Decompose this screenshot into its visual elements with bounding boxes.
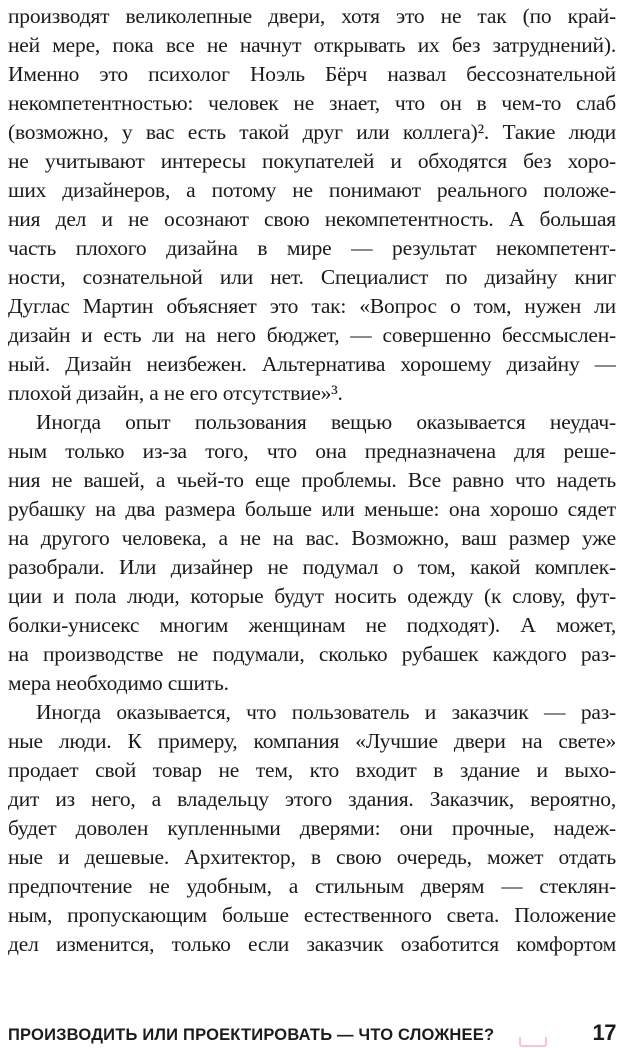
- body-line: дизайн и есть ли на него бюджет, — совершенно бессмыслен-: [8, 323, 616, 347]
- body-line: некомпетентностью: человек не знает, что он в чем-то слаб: [8, 91, 616, 115]
- body-line: предпочтение не удобным, а стильным дверям — стеклян-: [8, 874, 616, 898]
- paragraph: [8, 408, 616, 698]
- body-line: на производстве не подумали, сколько рубашек каждого раз-: [8, 642, 616, 666]
- body-line: ших дизайнеров, а потому не понимают реального положе-: [8, 178, 616, 202]
- paragraph: [8, 698, 616, 959]
- body-line: будет доволен купленными дверями: они прочные, надеж-: [8, 816, 616, 840]
- body-line: дел изменится, только если заказчик озаботится комфортом: [8, 932, 616, 956]
- body-line: ния дел и не осознают свою некомпетентность. А большая: [8, 207, 616, 231]
- body-line: ным только из-за того, что она предназначена для реше-: [8, 439, 616, 463]
- body-line: ней мере, пока все не начнут открывать их без затруднений).: [8, 33, 616, 57]
- page-number: 17: [592, 1020, 616, 1045]
- text-block: [8, 2, 616, 959]
- body-line: ности, сознательной или нет. Специалист по дизайну книг: [8, 265, 616, 289]
- body-line: производят великолепные двери, хотя это не так (по край-: [8, 4, 616, 28]
- body-line: на другого человека, а не на вас. Возможно, ваш размер уже: [8, 526, 616, 550]
- body-line: ные и дешевые. Архитектор, в свою очередь, может отдать: [8, 845, 616, 869]
- running-title: ПРОИЗВОДИТЬ ИЛИ ПРОЕКТИРОВАТЬ — ЧТО СЛОЖНЕЕ?: [8, 1026, 495, 1044]
- body-line: часть плохого дизайна в мире — результат некомпетент-: [8, 236, 616, 260]
- body-line: Дуглас Мартин объясняет это так: «Вопрос о том, нужен ли: [8, 294, 616, 318]
- paragraph: [8, 2, 616, 408]
- body-line: ный. Дизайн неизбежен. Альтернатива хорошему дизайну —: [8, 352, 616, 376]
- body-line: рубашку на два размера больше или меньше: она хорошо сядет: [8, 497, 616, 521]
- body-line: Именно это психолог Ноэль Бёрч назвал бессознательной: [8, 62, 616, 86]
- body-line: ции и пола люди, которые будут носить одежду (к слову, фут-: [8, 584, 616, 608]
- body-line: ные люди. К примеру, компания «Лучшие двери на свете»: [8, 729, 616, 753]
- body-line: Иногда оказывается, что пользователь и заказчик — раз-: [36, 700, 616, 724]
- body-line: ным, пропускающим больше естественного света. Положение: [8, 903, 616, 927]
- body-line: разобрали. Или дизайнер не подумал о том, какой комплек-: [8, 555, 616, 579]
- body-line: дит из него, а владельцу этого здания. Заказчик, вероятно,: [8, 787, 616, 811]
- body-line: болки-унисекс многим женщинам не подходят). А может,: [8, 613, 616, 637]
- page-footer: [8, 1020, 616, 1046]
- body-line: продает свой товар не тем, кто входит в здание и выхо-: [8, 758, 616, 782]
- body-line: не учитывают интересы покупателей и обходятся без хоро-: [8, 149, 616, 173]
- body-line: (возможно, у вас есть такой друг или коллега)². Такие люди: [8, 120, 616, 144]
- body-line: плохой дизайн, а не его отсутствие»³.: [8, 381, 343, 405]
- body-line: мера необходимо сшить.: [8, 671, 229, 695]
- body-line: Иногда опыт пользования вещью оказывается неудач-: [36, 410, 616, 434]
- body-line: ния не вашей, а чьей-то еще проблемы. Все равно что надеть: [8, 468, 616, 492]
